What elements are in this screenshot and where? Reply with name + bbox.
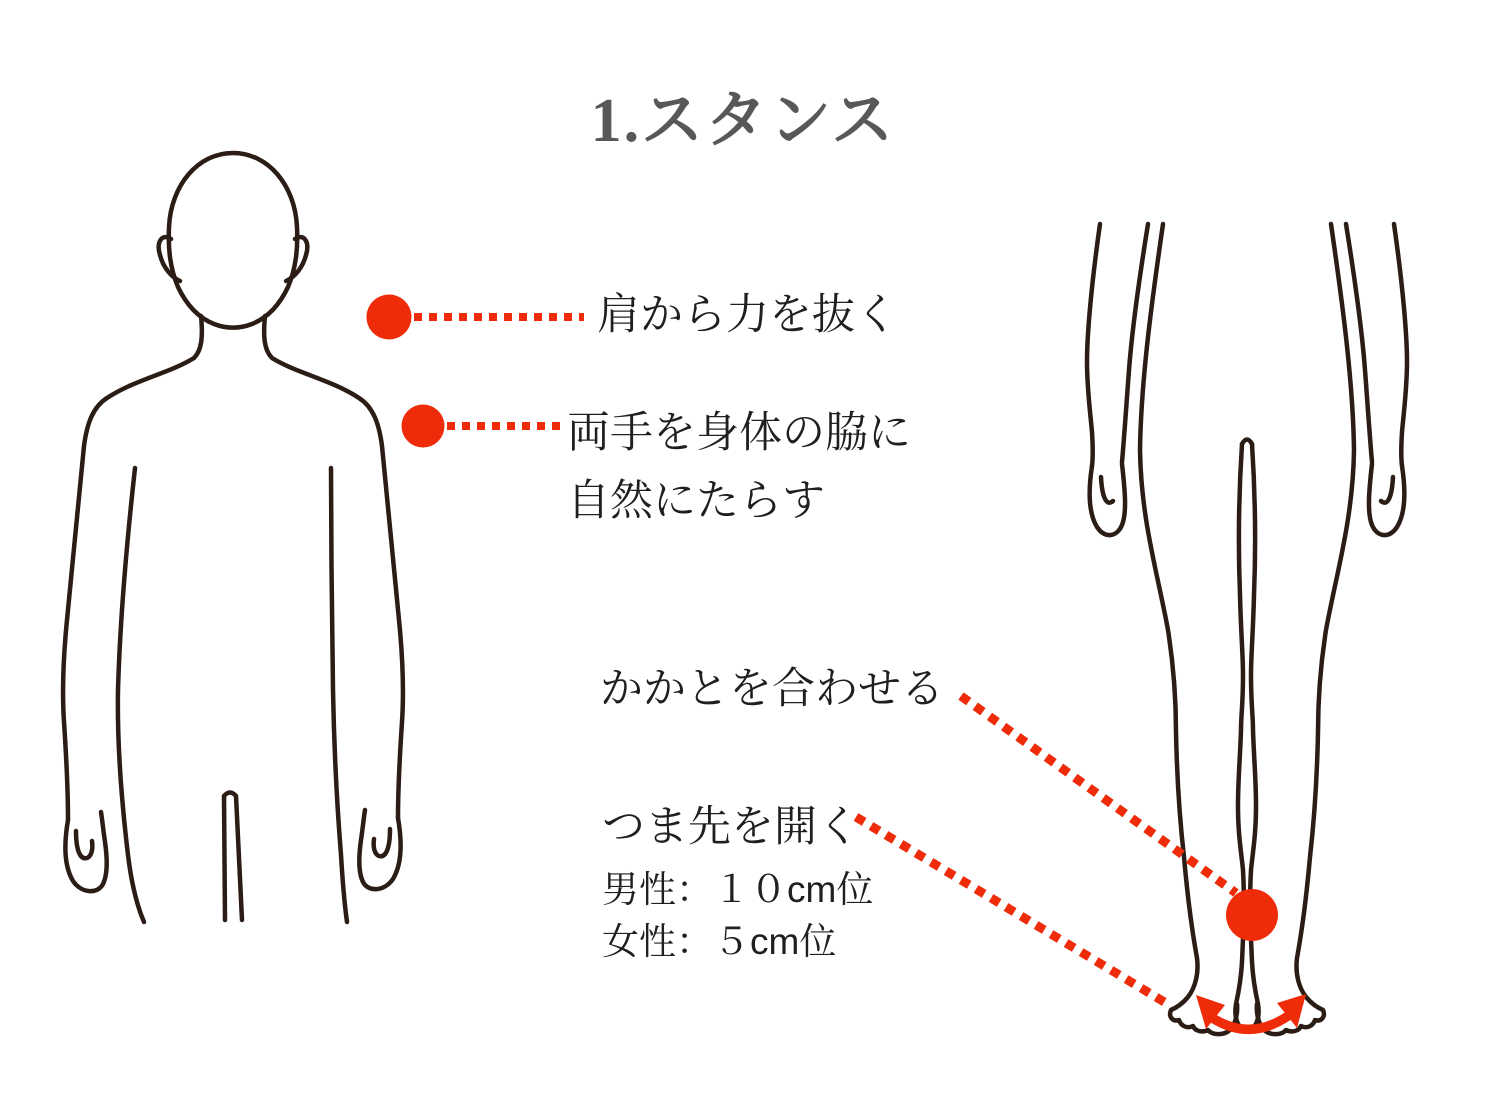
- toe-angle-arrow-arc: [1214, 1016, 1288, 1029]
- arm-outer-right-line: [1394, 224, 1407, 466]
- finger-right-line: [1381, 477, 1393, 503]
- annotation-hang-hands: [567, 399, 911, 535]
- thumb-left-line: [76, 831, 92, 858]
- shoulder-marker-dot: [367, 295, 412, 340]
- arm-inner-right-line: [1346, 224, 1372, 462]
- crotch-cap-line: [1242, 440, 1252, 445]
- heels-marker-dot: [1226, 889, 1278, 941]
- torso-left-line: [118, 468, 144, 922]
- finger-left-line: [1101, 477, 1113, 503]
- arm-outer-left-line: [1087, 224, 1100, 466]
- heels-dotted-line: [961, 696, 1236, 893]
- annotation-relax-shoulders: 肩から力を抜く: [597, 291, 898, 339]
- annotation-join-heels: かかとを合わせる: [600, 665, 944, 713]
- thumb-right-line: [374, 829, 390, 856]
- hand-right-outline: [359, 810, 400, 889]
- leg-left-foot-outline: [1140, 224, 1237, 1034]
- head-outline: [169, 153, 297, 328]
- hands-marker-dot: [402, 405, 445, 448]
- toes-dotted-line: [856, 817, 1171, 1006]
- inner-leg-right-line: [1250, 444, 1258, 1029]
- torso-right-line: [331, 468, 347, 922]
- inner-leg-left-line: [1235, 444, 1243, 1029]
- neck-shoulder-arm-left-outline: [63, 316, 202, 820]
- annotation-toes-men: 男性：１０cm位: [602, 869, 874, 910]
- page-title: 1.スタンス: [590, 87, 896, 155]
- annotation-hang-hands-line2: 自然にたらす: [567, 477, 825, 525]
- hand-left-outline: [65, 812, 106, 891]
- annotation-hang-hands-line1: 両手を身体の脇に: [567, 409, 911, 457]
- annotation-open-toes: つま先を開く: [602, 803, 860, 851]
- arm-inner-left-line: [1122, 224, 1148, 462]
- crotch-line: [224, 793, 242, 921]
- annotation-toes-women: 女性：５cm位: [602, 921, 837, 962]
- upper-body-outline: [63, 153, 403, 922]
